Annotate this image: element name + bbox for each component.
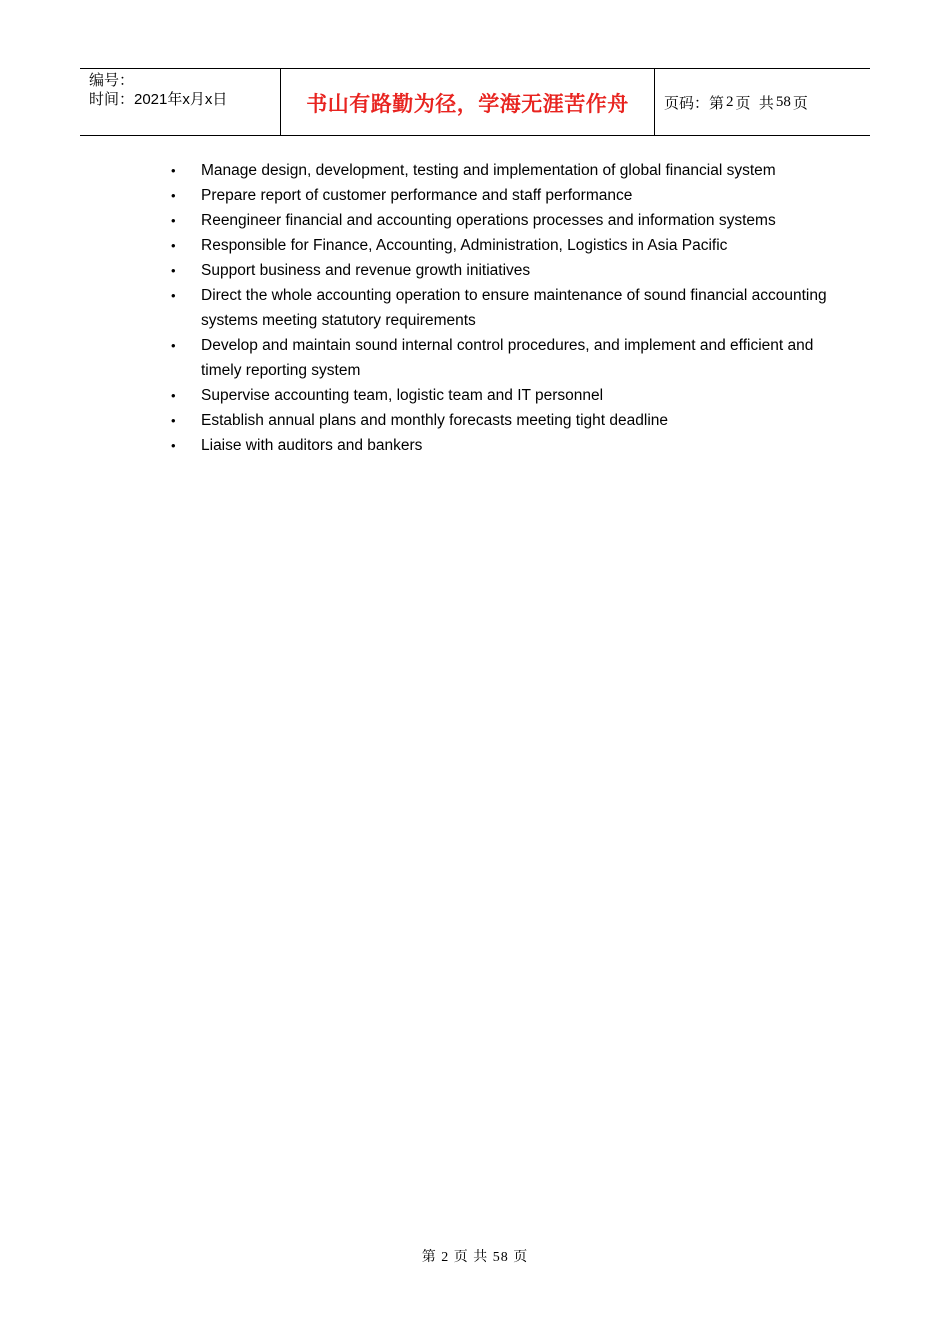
responsibilities-list [170, 158, 830, 458]
list-item [170, 233, 830, 258]
bullet-icon: • [171, 263, 176, 278]
list-item-text: Manage design, development, testing and implementation of global financial system [201, 162, 776, 179]
page-number: 2 [726, 93, 734, 110]
bullet-icon: • [171, 188, 176, 203]
page-prefix: 页码：第 [664, 94, 725, 112]
bullet-icon: • [171, 338, 176, 353]
header-page-info [655, 69, 870, 135]
list-item-text: Establish annual plans and monthly forecasts meeting tight deadline [201, 412, 669, 429]
list-item [170, 208, 830, 233]
list-item [170, 408, 830, 433]
time-label: 时间：2021年x月x日 [89, 91, 228, 108]
list-item [170, 383, 830, 408]
list-item [170, 183, 830, 208]
footer-page-total: 58 [492, 1250, 509, 1265]
bullet-icon: • [171, 213, 176, 228]
list-item-text: Reengineer financial and accounting operations processes and information systems [201, 212, 776, 229]
footer-page-number: 2 [441, 1250, 450, 1265]
header-meta [80, 69, 281, 135]
list-item [170, 283, 830, 333]
bullet-icon: • [171, 388, 176, 403]
footer-mid: 页 共 [453, 1250, 489, 1265]
bullet-icon: • [171, 413, 176, 428]
bullet-icon: • [171, 163, 176, 178]
list-item-text: Supervise accounting team, logistic team and IT personnel [201, 387, 604, 404]
list-item-text: Develop and maintain sound internal control procedures, and implement and efficient and timely reporting system [201, 337, 814, 379]
list-item-text: Direct the whole accounting operation to ensure maintenance of sound financial accounting systems meeting statutory requirements [201, 287, 827, 329]
list-item [170, 158, 830, 183]
list-item [170, 333, 830, 383]
list-item-text: Prepare report of customer performance and staff performance [201, 187, 633, 204]
page-suffix: 页 [792, 94, 808, 112]
page-footer [0, 1246, 950, 1266]
page-header [80, 68, 870, 136]
list-item [170, 433, 830, 458]
footer-suffix: 页 [513, 1250, 529, 1265]
list-item-text: Liaise with auditors and bankers [201, 437, 423, 454]
bullet-icon: • [171, 438, 176, 453]
page-mid: 页 共 [735, 94, 774, 112]
list-item-text: Responsible for Finance, Accounting, Administration, Logistics in Asia Pacific [201, 237, 728, 254]
page-total: 58 [775, 93, 791, 110]
list-item-text: Support business and revenue growth initiatives [201, 262, 531, 279]
serial-label: 编号： [89, 72, 135, 89]
bullet-icon: • [171, 288, 176, 303]
footer-prefix: 第 [421, 1250, 437, 1265]
list-item [170, 258, 830, 283]
header-motto: 书山有路勤为径，学海无涯苦作舟 [281, 69, 655, 135]
bullet-icon: • [171, 238, 176, 253]
